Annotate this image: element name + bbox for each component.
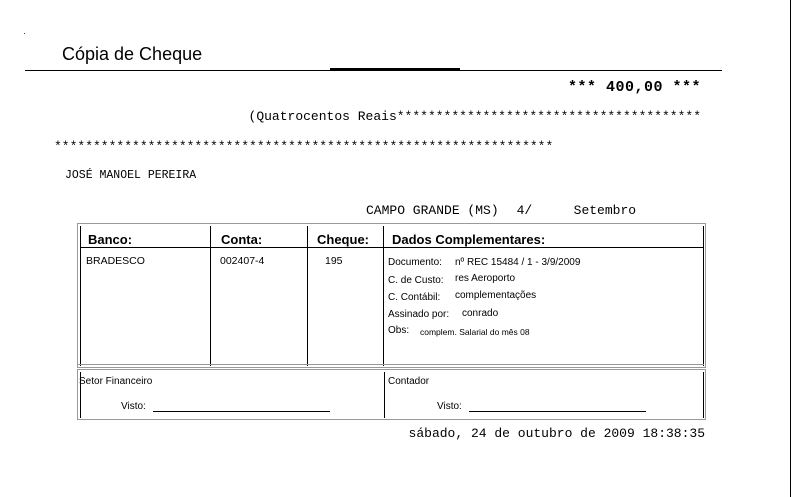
page-right-border bbox=[790, 0, 791, 497]
signature-divider bbox=[384, 372, 385, 418]
table-col-divider-2 bbox=[307, 226, 308, 366]
title-underline bbox=[25, 70, 722, 71]
signature-right-border bbox=[703, 372, 704, 418]
signature-line-right bbox=[469, 411, 646, 412]
place-month: Setembro bbox=[573, 203, 637, 218]
signature-right-title: Contador bbox=[388, 376, 430, 387]
table-bottom-border bbox=[77, 364, 704, 368]
cheque-amount: *** 400,00 *** bbox=[567, 79, 701, 96]
table-left-border bbox=[80, 226, 81, 366]
signature-line-left bbox=[153, 411, 330, 412]
header-account: Conta: bbox=[221, 232, 263, 247]
header-cheque: Cheque: bbox=[317, 232, 369, 247]
detail-label-obs: Obs: bbox=[388, 325, 410, 336]
visto-label-left: Visto: bbox=[121, 401, 146, 412]
place-day: 4/ bbox=[516, 203, 533, 218]
detail-value-custo: res Aeroporto bbox=[455, 273, 516, 284]
signature-left-title: Setor Financeiro bbox=[79, 376, 153, 387]
amount-in-words-line1: (Quatrocentos Reais*************************************** bbox=[248, 109, 701, 124]
header-bank: Banco: bbox=[88, 232, 133, 247]
header-extra-data: Dados Complementares: bbox=[392, 232, 546, 247]
table-header-divider bbox=[80, 247, 703, 248]
detail-label-assinado: Assinado por: bbox=[388, 309, 450, 320]
table-col-divider-1 bbox=[210, 226, 211, 366]
detail-value-assinado: conrado bbox=[462, 308, 499, 319]
table-col-divider-3 bbox=[383, 226, 384, 366]
page-title: Cópia de Cheque bbox=[62, 44, 203, 64]
visto-label-right: Visto: bbox=[437, 401, 462, 412]
table-right-border bbox=[703, 226, 704, 366]
cell-cheque: 195 bbox=[325, 255, 343, 267]
title-underline-accent bbox=[330, 68, 460, 70]
detail-value-obs: complem. Salarial do mês 08 bbox=[420, 327, 530, 337]
cell-account: 002407-4 bbox=[220, 255, 265, 267]
page-dot bbox=[24, 33, 25, 34]
detail-value-documento: nº REC 15484 / 1 - 3/9/2009 bbox=[455, 257, 581, 268]
cell-bank: BRADESCO bbox=[86, 255, 145, 267]
detail-value-contabil: complementações bbox=[455, 290, 537, 301]
place-and-date bbox=[366, 203, 654, 218]
detail-label-documento: Documento: bbox=[388, 257, 442, 268]
printed-timestamp: sábado, 24 de outubro de 2009 18:38:35 bbox=[408, 426, 705, 441]
place-city: CAMPO GRANDE (MS) bbox=[366, 203, 499, 218]
payee-name: JOSÉ MANOEL PEREIRA bbox=[65, 169, 197, 182]
amount-in-words-line2: **************************************************************** bbox=[54, 139, 554, 154]
detail-label-contabil: C. Contábil: bbox=[388, 292, 441, 303]
detail-label-custo: C. de Custo: bbox=[388, 275, 444, 286]
